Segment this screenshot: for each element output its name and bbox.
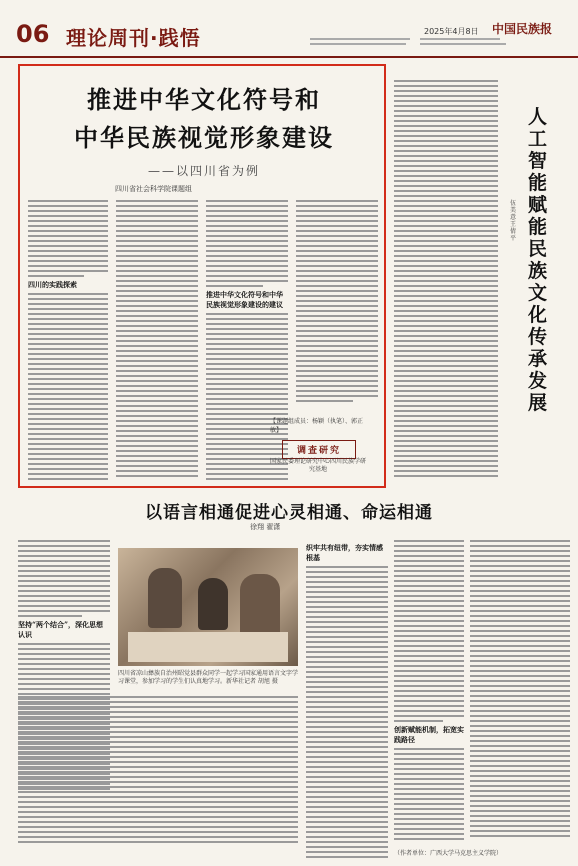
header-small-print [310,38,570,48]
lead-column-1 [28,200,108,482]
section-title: 理论周刊·践悟 [66,26,201,50]
second-column-5 [470,540,570,858]
second-column-3 [306,540,388,858]
second-column-below-photo [18,696,298,858]
stamp-source: 国家民委理论研究中心四川民族学研究基地 [269,458,366,473]
lead-column-4 [296,200,378,412]
lead-subhead-1: 四川的实践探索 [28,280,77,289]
classroom-photo [118,548,298,666]
lead-column-3 [206,200,288,482]
lead-byline: 四川省社会科学院课题组 [115,185,192,193]
second-column-4 [394,540,464,858]
photo-caption: 四川省凉山彝族自治州昭觉县群众同学一起学习国家通用语言文字学习课堂，参加学习的学生们认真地学习。新华社记者 胡旭 摄 [118,670,299,685]
lead-article [18,64,386,488]
page-header [0,0,578,58]
lead-credit: 【课题组成员：杨颖（执笔）、郭正敏】 [270,418,364,434]
research-stamp: 调查研究 [282,440,356,459]
side-article-author: 伍美意 王倩平 [510,200,517,242]
side-article-title: 人工智能赋能民族文化传承发展 [528,106,548,414]
lead-headline-line2: 中华民族视觉形象建设 [74,124,334,152]
lead-column-2 [116,200,198,482]
second-headline: 以语言相通促进心灵相通、命运相通 [145,503,433,523]
second-subhead-0: 坚持“两个结合”，深化思想认识 [18,620,104,639]
lead-subhead-2: 推进中华文化符号和中华民族视觉形象建设的建议 [206,290,283,309]
lead-subheadline: ——以四川省为例 [147,164,260,178]
page-number: 06 [16,20,50,48]
side-article-footer: （作者单位：广西大学马克思主义学院） [394,850,503,857]
issue-date: 2025年4月8日 [424,27,479,36]
second-subhead-2: 创新赋能机制，拓宽实践路径 [394,725,464,744]
lead-headline-line1: 推进中华文化符号和 [87,86,321,114]
second-subhead-1: 织牢共有纽带，夯实情感根基 [306,543,383,562]
second-byline: 徐翔 翟潇 [250,523,281,531]
masthead: 中国民族报 [492,22,553,36]
